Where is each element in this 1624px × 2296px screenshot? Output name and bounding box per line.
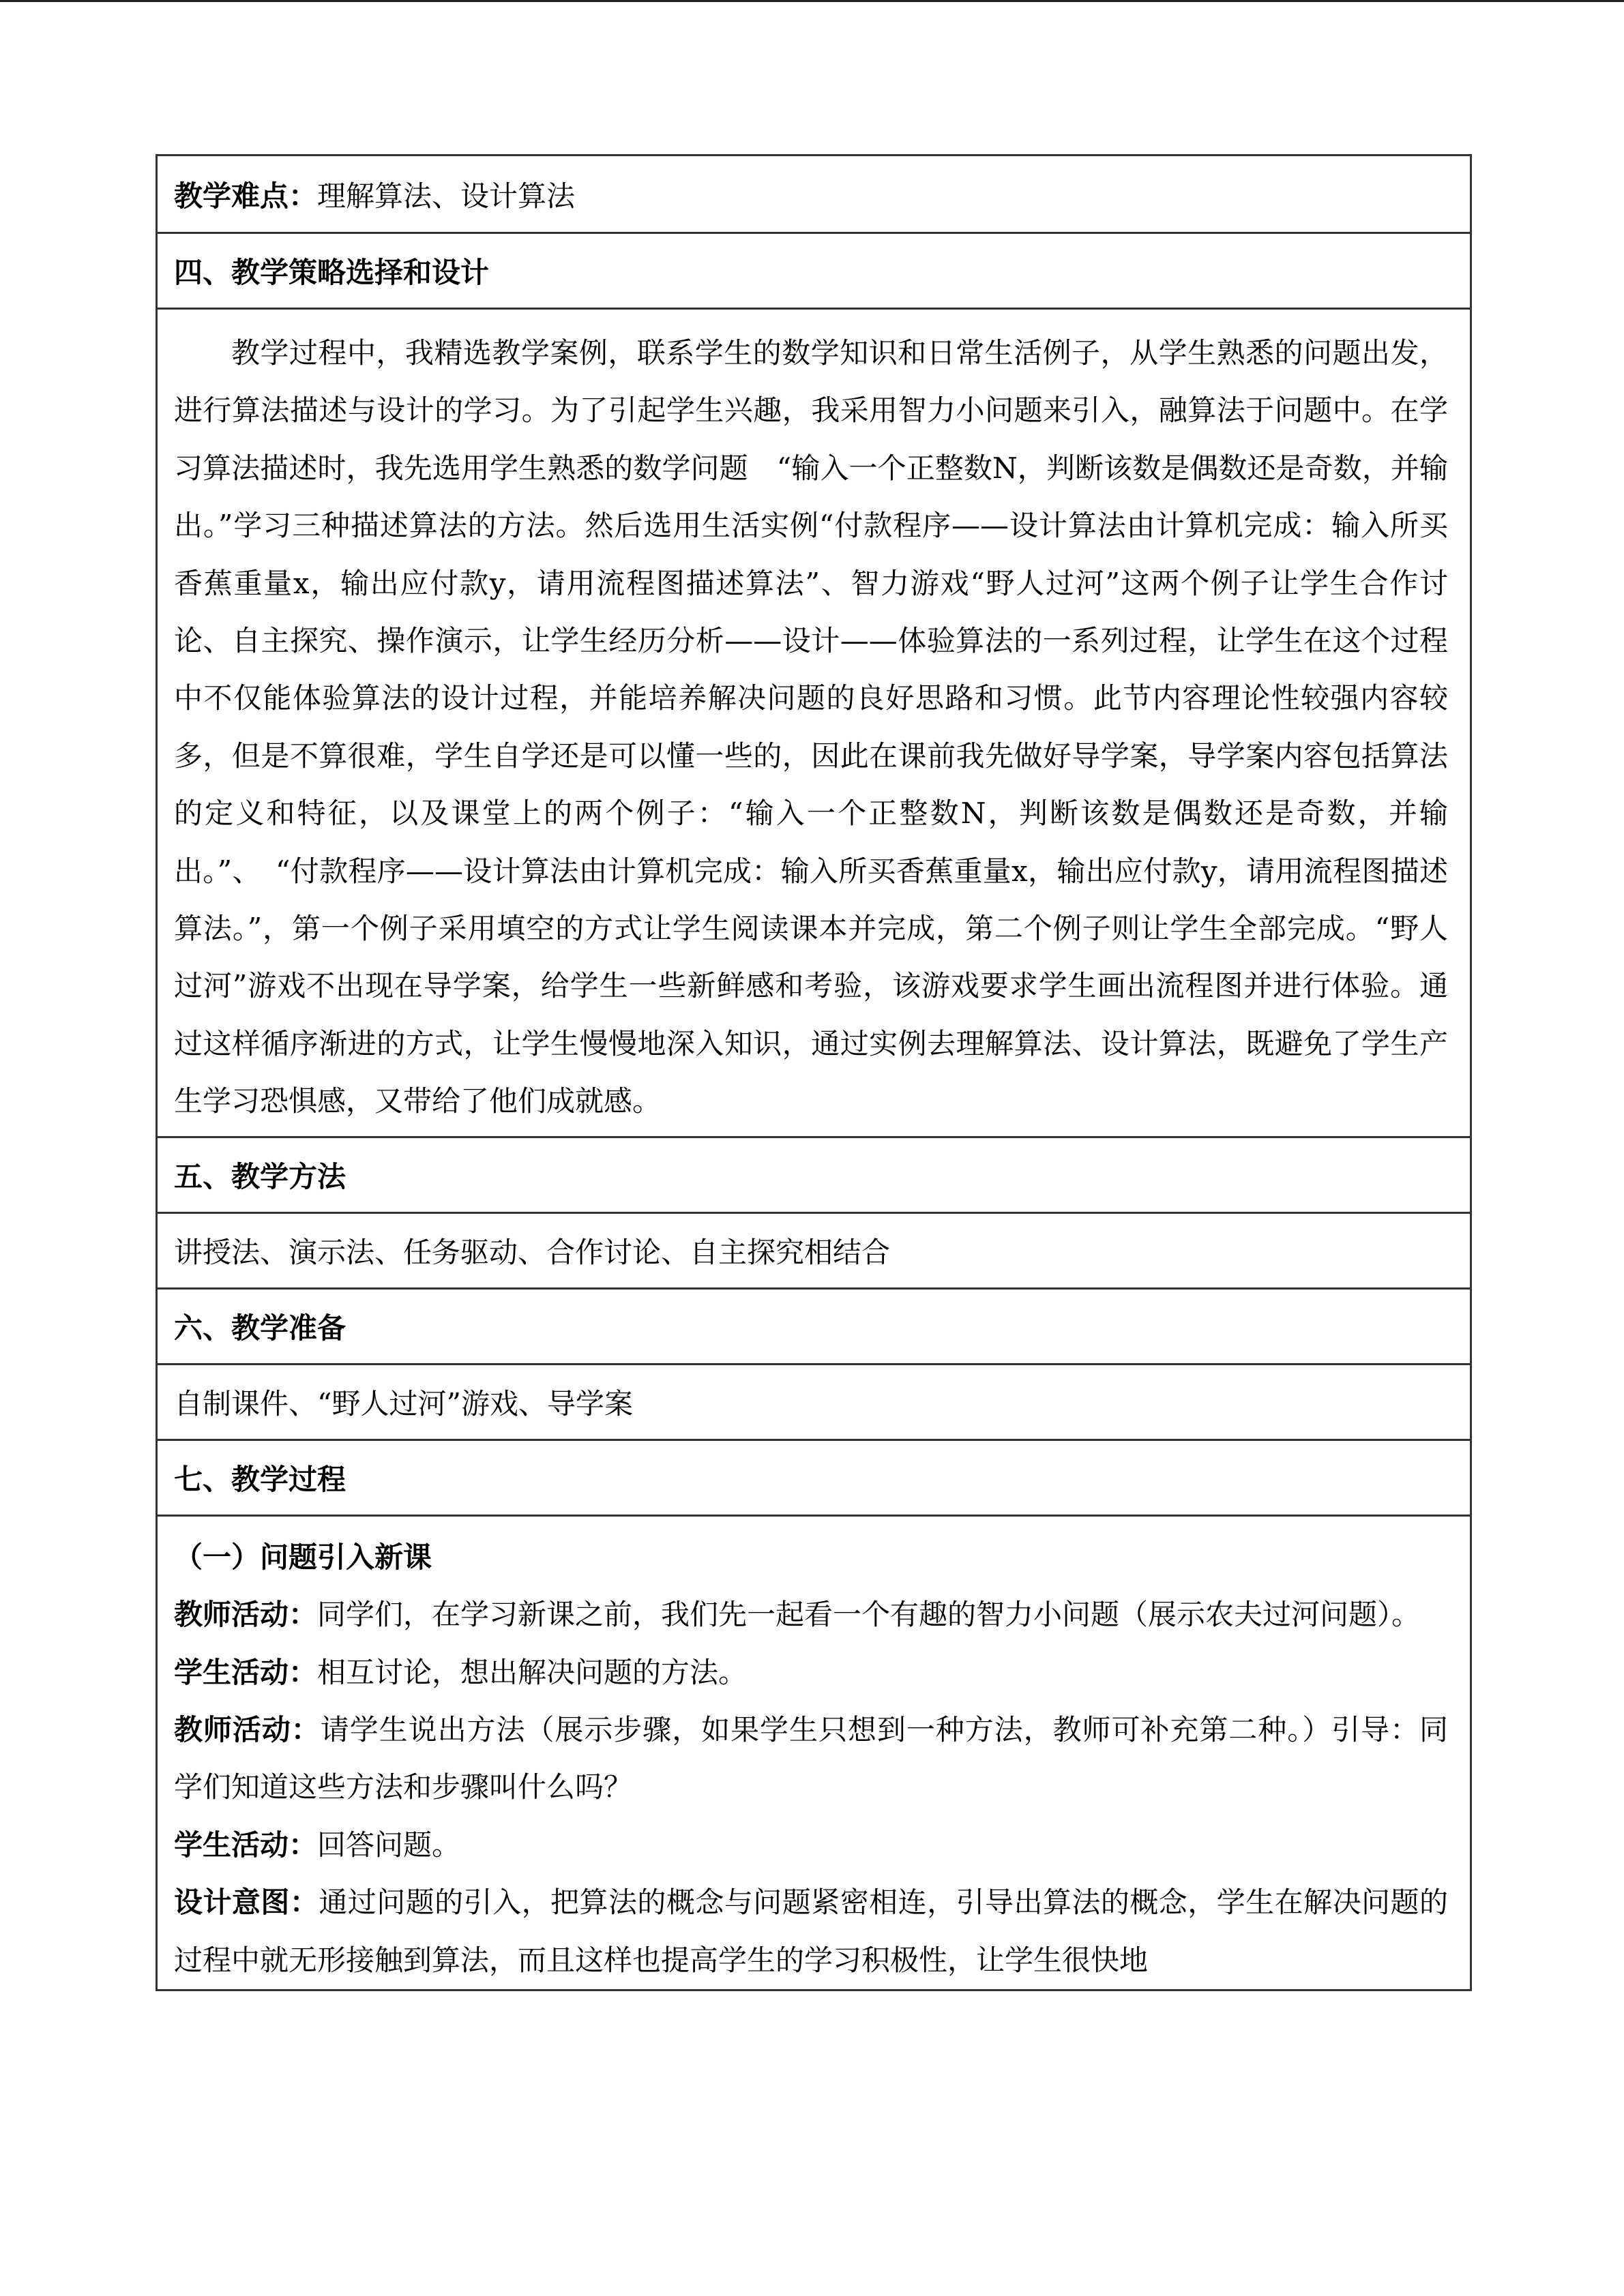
section-4-paragraph: 教学过程中，我精选教学案例，联系学生的数学知识和日常生活例子，从学生熟悉的问题出发，进行算法描述与设计的学习。为了引起学生兴趣，我采用智力小问题来引入，融算法于问题中。在学习算法描述时，我先选用学生熟悉的数学问题 “输入一个正整数N，判断该数是偶数还是奇数，并输出。”学习三种描述算法的方法。然后选用生活实例“付款程序——设计算法由计算机完成：输入所买香蕉重量x，输出应付款y，请用流程图描述算法”、智力游戏“野人过河”这两个例子让学生合作讨论、自主探究、操作演示，让学生经历分析——设计——体验算法的一系列过程，让学生在这个过程中不仅能体验算法的设计过程，并能培养解决问题的良好思路和习惯。此节内容理论性较强内容较多，但是不算很难，学生自学还是可以懂一些的，因此在课前我先做好导学案，导学案内容包括算法的定义和特征，以及课堂上的两个例子：“输入一个正整数N，判断该数是偶数还是奇数，并输出。”、 “付款程序——设计算法由计算机完成：输入所买香蕉重量x，输出应付款y，请用流程图描述算法。”，第一个例子采用填空的方式让学生阅读课本并完成，第二个例子则让学生全部完成。“野人过河”游戏不出现在导学案，给学生一些新鲜感和考验，该游戏要求学生画出流程图并进行体验。通过这样循序渐进的方式，让学生慢慢地深入知识，通过实例去理解算法、设计算法，既避免了学生产生学习恐惧感，又带给了他们成就感。 (158, 308, 1470, 1136)
process-item (174, 1586, 1448, 1643)
process-item-text: 请学生说出方法（展示步骤，如果学生只想到一种方法，教师可补充第二种。）引导：同学们知道这些方法和步骤叫什么吗？ (174, 1712, 1448, 1804)
process-item-text: 通过问题的引入，把算法的概念与问题紧密相连，引导出算法的概念，学生在解决问题的过程中就无形接触到算法，而且这样也提高学生的学习积极性，让学生很快地 (174, 1885, 1448, 1977)
process-item-text: 同学们，在学习新课之前，我们先一起看一个有趣的智力小问题（展示农夫过河问题）。 (317, 1598, 1421, 1632)
process-item (174, 1817, 1448, 1874)
section-7-title: 七、教学过程 (158, 1439, 1470, 1515)
process-item-label: 教师活动： (174, 1598, 318, 1632)
teaching-difficulty-label: 教学难点： (174, 179, 318, 213)
process-item (174, 1701, 1448, 1817)
process-item-label: 学生活动： (174, 1828, 318, 1862)
process-item-text: 相互讨论，想出解决问题的方法。 (317, 1655, 748, 1689)
process-item (174, 1644, 1448, 1701)
section-5-text: 讲授法、演示法、任务驱动、合作讨论、自主探究相结合 (158, 1212, 1470, 1287)
section-6-text: 自制课件、“野人过河”游戏、导学案 (158, 1363, 1470, 1439)
section-5-title: 五、教学方法 (158, 1136, 1470, 1212)
section-7-content (158, 1515, 1470, 1989)
process-item (174, 1874, 1448, 1989)
section-4-title: 四、教学策略选择和设计 (158, 232, 1470, 308)
teaching-difficulty-row (158, 156, 1470, 232)
process-item-label: 教师活动： (174, 1712, 321, 1746)
page-top-rule (0, 0, 1624, 2)
teaching-difficulty-text: 理解算法、设计算法 (317, 179, 576, 213)
section-7-subtitle: （一）问题引入新课 (174, 1540, 432, 1574)
lesson-plan-table (156, 154, 1472, 1991)
process-item-text: 回答问题。 (317, 1828, 461, 1862)
section-6-title: 六、教学准备 (158, 1287, 1470, 1363)
process-item-label: 学生活动： (174, 1655, 318, 1689)
process-item-label: 设计意图： (174, 1885, 319, 1920)
